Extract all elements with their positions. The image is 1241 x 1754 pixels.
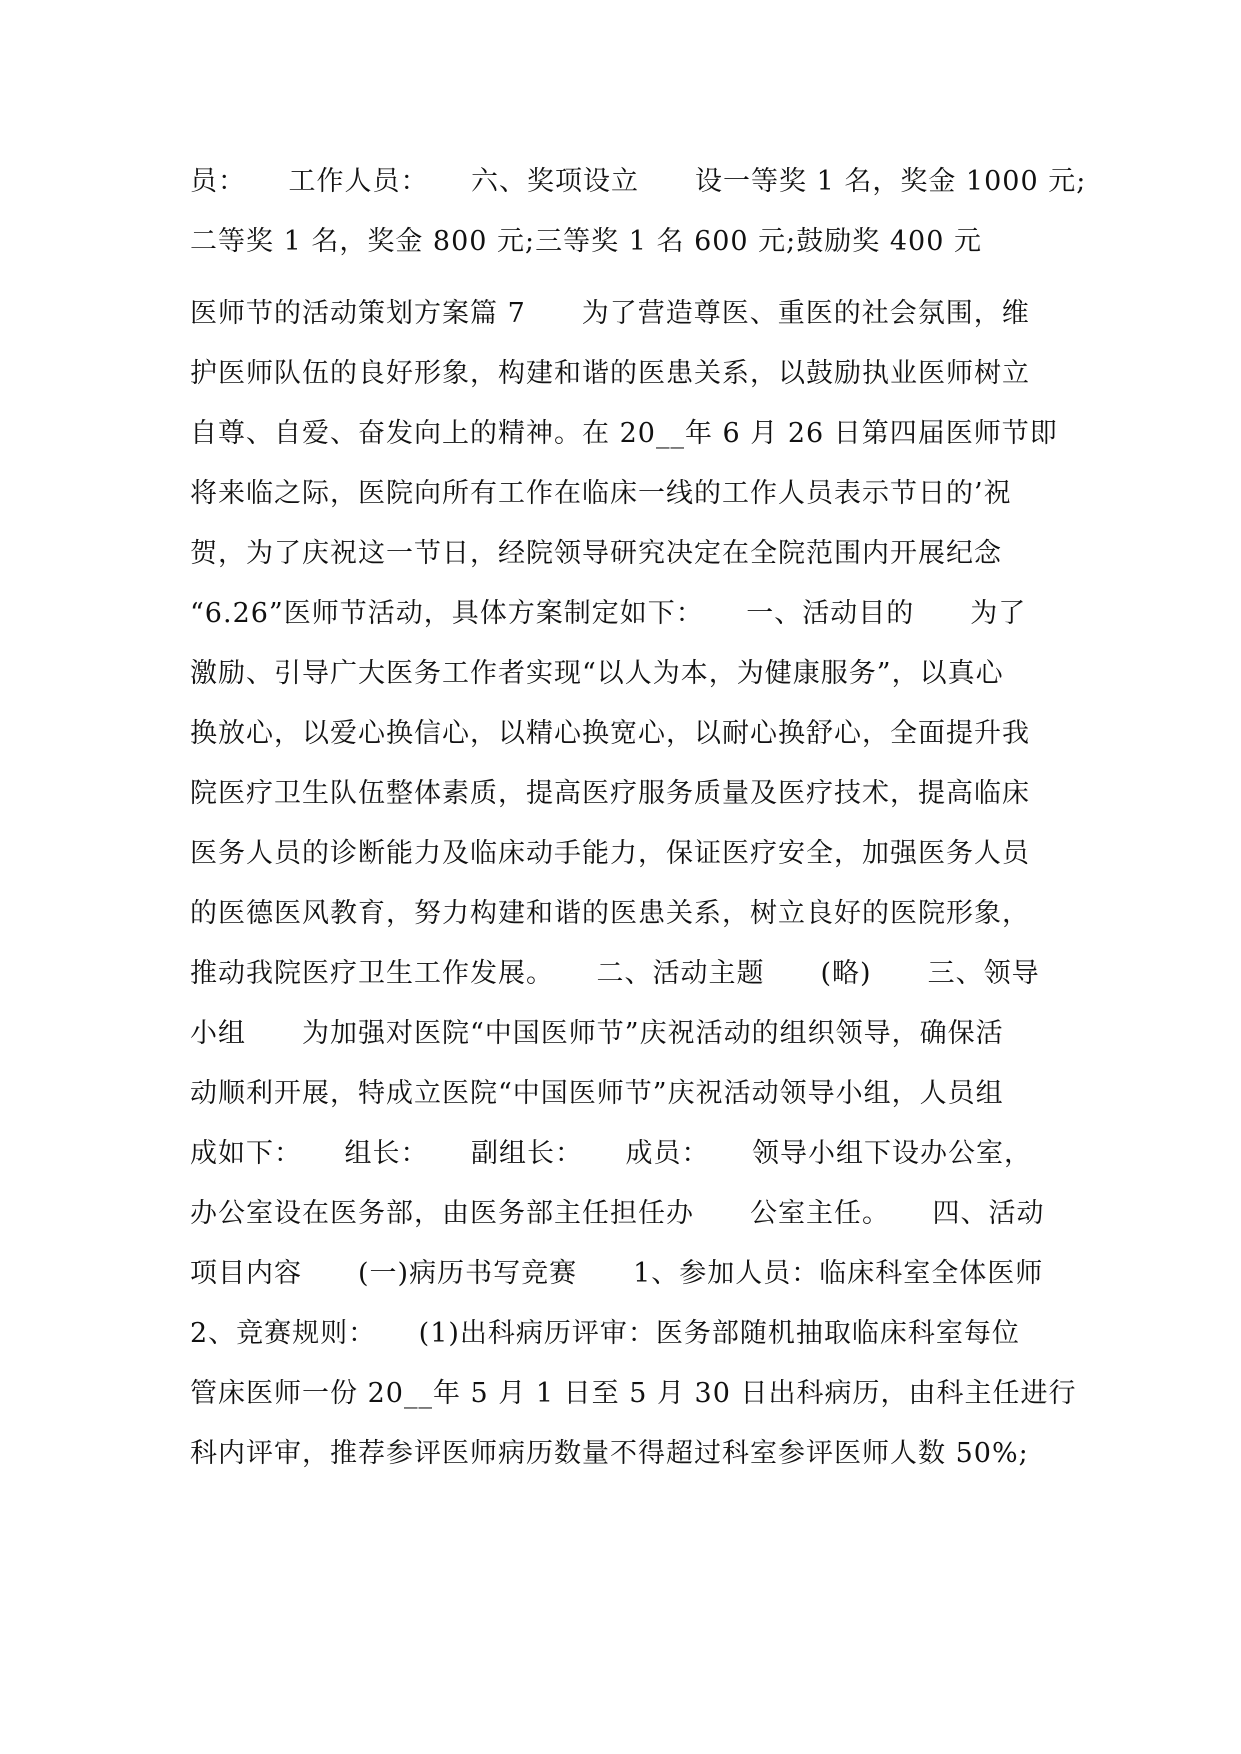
text-line: 成如下： 组长： 副组长： 成员： 领导小组下设办公室，: [190, 1138, 1032, 1169]
text-line: 2、竞赛规则： (1)出科病历评审：医务部随机抽取临床科室每位: [190, 1318, 1020, 1349]
text-line: 小组 为加强对医院“中国医师节”庆祝活动的组织领导，确保活: [190, 1018, 1004, 1049]
text-line: 动顺利开展，特成立医院“中国医师节”庆祝活动领导小组，人员组: [190, 1078, 1004, 1109]
text-line: 自尊、自爱、奋发向上的精神。在 20__年 6 月 26 日第四届医师节即: [190, 418, 1058, 449]
text-line: 二等奖 1 名，奖金 800 元;三等奖 1 名 600 元;鼓励奖 400 元: [190, 226, 982, 257]
text-line: 办公室设在医务部，由医务部主任担任办 公室主任。 四、活动: [190, 1198, 1045, 1229]
text-line: “6.26”医师节活动，具体方案制定如下： 一、活动目的 为了: [190, 598, 1027, 629]
text-line: 医务人员的诊断能力及临床动手能力，保证医疗安全，加强医务人员: [190, 838, 1030, 869]
text-line: 医师节的活动策划方案篇 7 为了营造尊医、重医的社会氛围，维: [190, 298, 1030, 329]
text-line: 激励、引导广大医务工作者实现“以人为本，为健康服务”，以真心: [190, 658, 1004, 689]
text-line: 项目内容 (一)病历书写竞赛 1、参加人员：临床科室全体医师: [190, 1258, 1044, 1289]
text-line: 推动我院医疗卫生工作发展。 二、活动主题 (略) 三、领导: [190, 958, 1040, 989]
text-line: 员： 工作人员： 六、奖项设立 设一等奖 1 名，奖金 1000 元;: [190, 166, 1087, 197]
text-line: 管床医师一份 20__年 5 月 1 日至 5 月 30 日出科病历，由科主任进行: [190, 1378, 1077, 1409]
text-line: 换放心，以爱心换信心，以精心换宽心，以耐心换舒心，全面提升我: [190, 718, 1030, 749]
text-line: 护医师队伍的良好形象，构建和谐的医患关系，以鼓励执业医师树立: [190, 358, 1030, 389]
text-line: 将来临之际，医院向所有工作在临床一线的工作人员表示节日的’祝: [190, 478, 1012, 509]
text-line: 院医疗卫生队伍整体素质，提高医疗服务质量及医疗技术，提高临床: [190, 778, 1030, 809]
text-line: 科内评审，推荐参评医师病历数量不得超过科室参评医师人数 50%;: [190, 1438, 1029, 1469]
text-line: 的医德医风教育，努力构建和谐的医患关系，树立良好的医院形象，: [190, 898, 1030, 929]
text-line: 贺，为了庆祝这一节日，经院领导研究决定在全院范围内开展纪念: [190, 538, 1002, 569]
